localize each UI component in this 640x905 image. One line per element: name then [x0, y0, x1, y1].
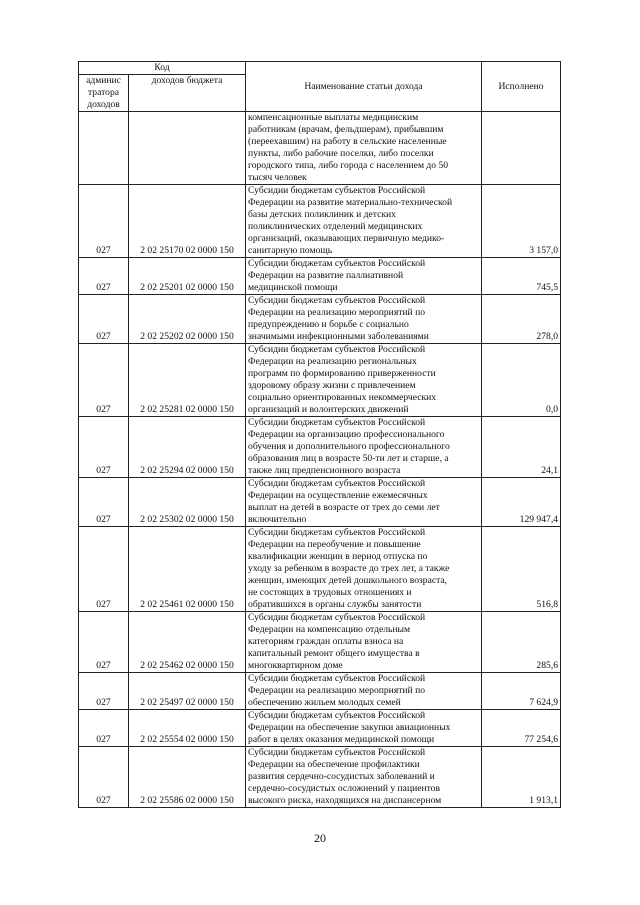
header-row-top — [79, 62, 561, 75]
admin-code-cell: 027 — [79, 478, 129, 527]
admin-code-cell: 027 — [79, 527, 129, 612]
table-row — [79, 112, 561, 185]
table-row — [79, 185, 561, 258]
admin-code-cell: 027 — [79, 185, 129, 258]
table-row — [79, 612, 561, 673]
executed-value-cell — [482, 112, 561, 185]
income-code-cell: 2 02 25462 02 0000 150 — [129, 612, 246, 673]
income-code-cell: 2 02 25170 02 0000 150 — [129, 185, 246, 258]
header-admin: админис тратора доходов — [79, 75, 129, 112]
executed-value-cell: 7 624,9 — [482, 673, 561, 710]
admin-code-cell: 027 — [79, 258, 129, 295]
table-row — [79, 417, 561, 478]
income-code-cell: 2 02 25201 02 0000 150 — [129, 258, 246, 295]
income-code-cell: 2 02 25281 02 0000 150 — [129, 344, 246, 417]
executed-value-cell: 278,0 — [482, 295, 561, 344]
income-name-cell: Субсидии бюджетам субъектов Российской Федерации на компенсацию отдельным категориям граждан оплаты взноса на капитальный ремонт общего имущества в многоквартирном доме — [246, 612, 482, 673]
admin-code-cell: 027 — [79, 673, 129, 710]
admin-code-cell: 027 — [79, 747, 129, 808]
executed-value-cell: 3 157,0 — [482, 185, 561, 258]
income-name-cell: Субсидии бюджетам субъектов Российской Федерации на развитие паллиативной медицинской помощи — [246, 258, 482, 295]
income-code-cell: 2 02 25497 02 0000 150 — [129, 673, 246, 710]
income-name-cell: Субсидии бюджетам субъектов Российской Федерации на реализацию мероприятий по предупреждению и борьбе с социально значимыми инфекционными заболеваниями — [246, 295, 482, 344]
income-name-cell: Субсидии бюджетам субъектов Российской Федерации на развитие материально-технической базы детских поликлиник и детских поликлинических отделений медицинских организаций, оказывающих первичную медико- санитарную помощь — [246, 185, 482, 258]
admin-code-cell: 027 — [79, 710, 129, 747]
income-name-cell: Субсидии бюджетам субъектов Российской Федерации на реализацию региональных программ по формированию приверженности здоровому образу жизни с привлечением социально ориентированных некоммерческих организаций и волонтерских движений — [246, 344, 482, 417]
executed-value-cell: 129 947,4 — [482, 478, 561, 527]
page-number: 20 — [314, 831, 326, 845]
table-row — [79, 747, 561, 808]
executed-value-cell: 0,0 — [482, 344, 561, 417]
table-body — [79, 112, 561, 808]
income-code-cell: 2 02 25461 02 0000 150 — [129, 527, 246, 612]
executed-value-cell: 1 913,1 — [482, 747, 561, 808]
admin-code-cell: 027 — [79, 417, 129, 478]
header-kod: Код — [79, 62, 246, 75]
admin-code-cell — [79, 112, 129, 185]
executed-value-cell: 77 254,6 — [482, 710, 561, 747]
income-name-cell: Субсидии бюджетам субъектов Российской Федерации на обеспечение профилактики развития сердечно-сосудистых заболеваний и сердечно-сосудистых осложнений у пациентов высокого риска, находящихся на диспансерном — [246, 747, 482, 808]
income-code-cell: 2 02 25202 02 0000 150 — [129, 295, 246, 344]
table-row — [79, 478, 561, 527]
income-name-cell: Субсидии бюджетам субъектов Российской Федерации на переобучение и повышение квалификации женщин в период отпуска по уходу за ребенком в возрасте до трех лет, а также женщин, имеющих детей дошкольного возраста, не состоящих в трудовых отношениях и обратившихся в органы службы занятости — [246, 527, 482, 612]
income-name-cell: Субсидии бюджетам субъектов Российской Федерации на организацию профессионального обучения и дополнительного профессионального образования лиц в возрасте 50-ти лет и старше, а также лиц предпенсионного возраста — [246, 417, 482, 478]
income-name-cell: Субсидии бюджетам субъектов Российской Федерации на обеспечение закупки авиационных работ в целях оказания медицинской помощи — [246, 710, 482, 747]
executed-value-cell: 516,8 — [482, 527, 561, 612]
admin-code-cell: 027 — [79, 295, 129, 344]
header-income-code: доходов бюджета — [129, 75, 246, 112]
budget-income-table — [78, 61, 561, 808]
header-executed: Исполнено — [482, 62, 561, 112]
executed-value-cell: 745,5 — [482, 258, 561, 295]
income-code-cell — [129, 112, 246, 185]
income-code-cell: 2 02 25554 02 0000 150 — [129, 710, 246, 747]
table-row — [79, 258, 561, 295]
income-code-cell: 2 02 25302 02 0000 150 — [129, 478, 246, 527]
income-name-cell: Субсидии бюджетам субъектов Российской Федерации на осуществление ежемесячных выплат на детей в возрасте от трех до семи лет включительно — [246, 478, 482, 527]
admin-code-cell: 027 — [79, 344, 129, 417]
income-name-cell: Субсидии бюджетам субъектов Российской Федерации на реализацию мероприятий по обеспечению жильем молодых семей — [246, 673, 482, 710]
executed-value-cell: 24,1 — [482, 417, 561, 478]
executed-value-cell: 285,6 — [482, 612, 561, 673]
table-row — [79, 710, 561, 747]
table-row — [79, 295, 561, 344]
table-row — [79, 344, 561, 417]
admin-code-cell: 027 — [79, 612, 129, 673]
header-name: Наименование статьи дохода — [246, 62, 482, 112]
table-row — [79, 673, 561, 710]
income-code-cell: 2 02 25586 02 0000 150 — [129, 747, 246, 808]
table-row — [79, 527, 561, 612]
income-name-cell: компенсационные выплаты медицинским работникам (врачам, фельдшерам), прибывшим (переехавшим) на работу в сельские населенные пункты, либо рабочие поселки, либо поселки городского типа, либо города с населением до 50 тысяч человек — [246, 112, 482, 185]
income-code-cell: 2 02 25294 02 0000 150 — [129, 417, 246, 478]
